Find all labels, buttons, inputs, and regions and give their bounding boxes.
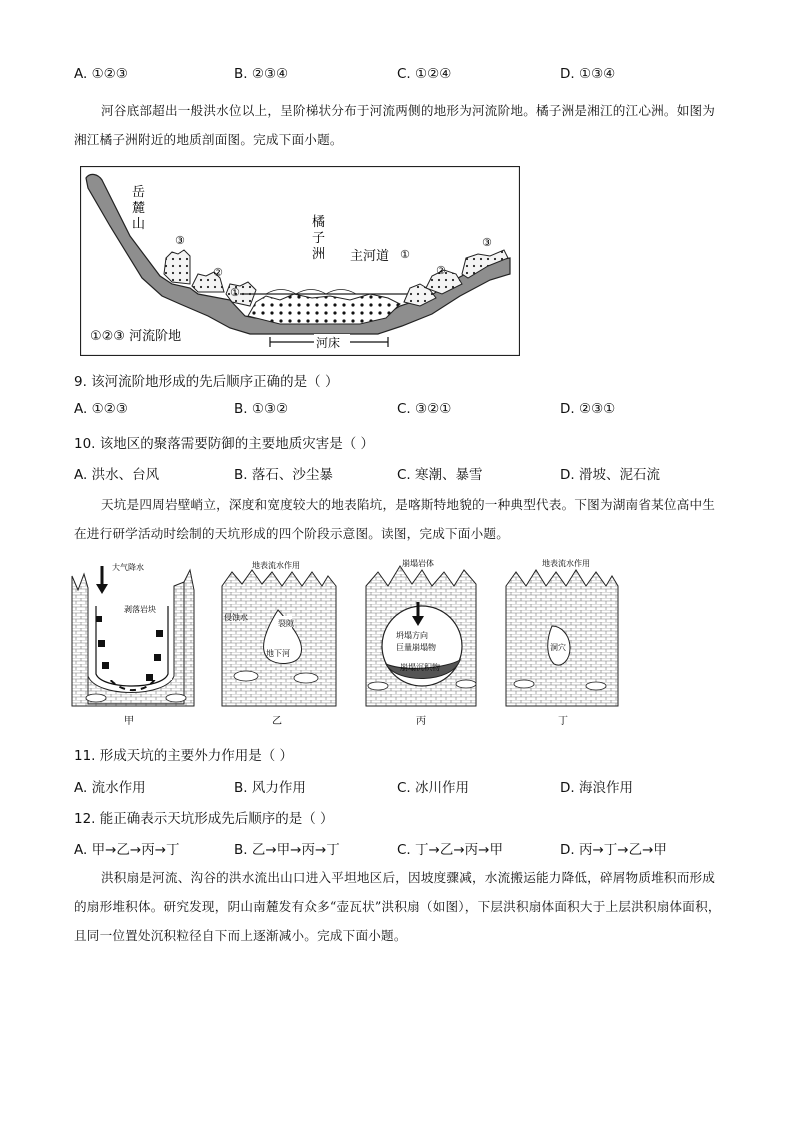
question-10: 10. 该地区的聚落需要防御的主要地质灾害是（ ） — [74, 436, 375, 452]
q9-option-b: B. ①③② — [234, 401, 289, 417]
q9-option-c: C. ③②① — [397, 401, 452, 417]
terrace-legend: ①②③ 河流阶地 — [90, 329, 182, 344]
option-c: C. ①②④ — [397, 66, 452, 82]
label-cave: 洞穴 — [550, 643, 566, 652]
label-fissure: 裂隙 — [278, 619, 294, 628]
q10-option-c: C. 寒潮、暴雪 — [397, 467, 483, 483]
option-b: B. ②③④ — [234, 66, 289, 82]
q9-option-d: D. ②③① — [560, 401, 616, 417]
label-surface-water: 地表流水作用 — [252, 561, 300, 570]
q9-option-a: A. ①②③ — [74, 401, 128, 417]
label-spalled-rock: 剥落岩块 — [124, 605, 156, 614]
riverbed-label: 河床 — [316, 336, 341, 350]
island-label-2: 子 — [312, 231, 326, 246]
mountain-label-3: 山 — [132, 217, 146, 232]
river-terrace-cross-section — [80, 166, 520, 356]
q10-option-d: D. 滑坡、泥石流 — [560, 467, 660, 483]
q11-option-b: B. 风力作用 — [234, 780, 306, 796]
label-rainfall: 大气降水 — [112, 563, 144, 572]
caption-yi: 乙 — [272, 716, 282, 727]
option-a: A. ①②③ — [74, 66, 128, 82]
q11-option-a: A. 流水作用 — [74, 780, 146, 796]
mountain-label-1: 岳 — [132, 185, 146, 200]
question-11: 11. 形成天坑的主要外力作用是（ ） — [74, 748, 294, 764]
panel-jia — [72, 562, 194, 727]
label-underground-river: 地下河 — [266, 649, 290, 658]
terrace-mark: ③ — [175, 234, 185, 247]
terrace-mark: ① — [400, 248, 410, 261]
terrace-mark: ① — [230, 286, 240, 299]
panel-bing — [366, 558, 476, 727]
q12-option-c: C. 丁→乙→丙→甲 — [397, 842, 503, 858]
panel-yi — [222, 560, 336, 727]
option-d: D. ①③④ — [560, 66, 616, 82]
terrace-mark: ② — [436, 264, 446, 277]
intro-paragraph-3: 洪积扇是河流、沟谷的洪水流出山口进入平坦地区后，因坡度骤减，水流搬运能力降低，碎屑物质堆积而形成的扇形堆积体。研究发现，阴山南麓发有众多“壶瓦状”洪积扇（如图），下层洪积扇体面积大于上层洪积扇体面积，且同一位置处沉积粒径自下而上逐渐减小。完成下面小题。 — [74, 870, 721, 943]
main-channel-label: 主河道 — [350, 249, 390, 264]
q11-option-d: D. 海浪作用 — [560, 780, 633, 796]
label-collapse-material: 巨量崩塌物 — [396, 643, 436, 652]
tiankeng-stages-figure — [66, 556, 626, 728]
caption-bing: 丙 — [416, 716, 426, 727]
caption-jia: 甲 — [124, 716, 134, 727]
terrace-mark: ③ — [482, 236, 492, 249]
intro-paragraph-2: 天坑是四周岩壁峭立，深度和宽度较大的地表陷坑，是喀斯特地貌的一种典型代表。下图为湖南省某位高中生在进行研学活动时绘制的天坑形成的四个阶段示意图。读图，完成下面小题。 — [74, 497, 716, 541]
mountain-label-2: 麓 — [132, 201, 146, 216]
panel-ding — [506, 558, 618, 727]
label-erosion-water: 侵蚀水 — [224, 613, 248, 622]
intro-paragraph-1: 河谷底部超出一般洪水位以上，呈阶梯状分布于河流两侧的地形为河流阶地。橘子洲是湘江的江心洲。如图为湘江橘子洲附近的地质剖面图。完成下面小题。 — [74, 103, 716, 147]
q12-option-d: D. 丙→丁→乙→甲 — [560, 842, 667, 858]
island-label-3: 洲 — [312, 247, 326, 262]
label-surface-water-2: 地表流水作用 — [542, 559, 590, 568]
label-collapse-direction: 坍塌方向 — [396, 631, 428, 640]
terrace-mark: ② — [213, 266, 223, 279]
label-collapsed-rock: 崩塌岩体 — [402, 559, 434, 568]
q10-option-a: A. 洪水、台风 — [74, 467, 160, 483]
q12-option-a: A. 甲→乙→丙→丁 — [74, 842, 180, 858]
q11-option-c: C. 冰川作用 — [397, 780, 470, 796]
island-label-1: 橘 — [312, 215, 326, 230]
q12-option-b: B. 乙→甲→丙→丁 — [234, 842, 340, 858]
q10-option-b: B. 落石、沙尘暴 — [234, 467, 333, 483]
question-12: 12. 能正确表示天坑形成先后顺序的是（ ） — [74, 811, 334, 827]
label-collapse-deposit: 崩塌沉积物 — [400, 663, 440, 672]
caption-ding: 丁 — [558, 716, 568, 727]
question-9: 9. 该河流阶地形成的先后顺序正确的是（ ） — [74, 374, 339, 390]
